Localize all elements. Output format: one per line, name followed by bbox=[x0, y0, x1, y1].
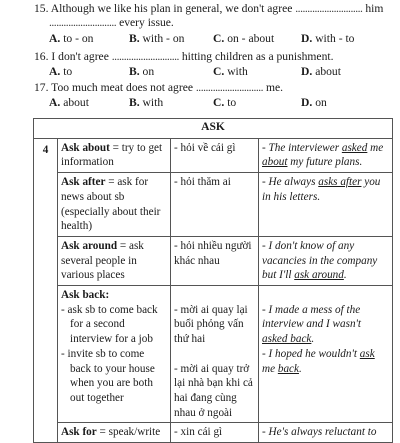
question-16 bbox=[34, 49, 334, 64]
table-row bbox=[34, 173, 393, 237]
q15-option-c[interactable]: C. on - about bbox=[213, 32, 275, 45]
q16-text-post: hitting children as a punishment. bbox=[181, 50, 334, 63]
table-row bbox=[34, 236, 393, 285]
q17-option-a[interactable]: A. about bbox=[49, 96, 89, 109]
q17-text-pre: 17. Too much meat does not agree bbox=[34, 81, 193, 94]
example-cell: - He always asks after you in his letters. bbox=[259, 173, 393, 237]
meaning-cell: - hỏi thăm ai bbox=[171, 173, 259, 237]
section-number: 4 bbox=[34, 138, 58, 442]
table-row bbox=[34, 286, 393, 423]
phrase-cell: Ask for = speak/write bbox=[58, 423, 171, 443]
q17-option-c[interactable]: C. to bbox=[213, 96, 237, 109]
meaning-cell: - hỏi nhiều người khác nhau bbox=[171, 236, 259, 285]
example-cell: - The interviewer asked me about my future plans. bbox=[259, 138, 393, 172]
sub-example: - I hoped he wouldn't ask me back. bbox=[262, 347, 375, 375]
phrase-heading: Ask back: bbox=[61, 289, 110, 302]
q17-blank: ............................ bbox=[195, 81, 264, 94]
example-cell: - He's always reluctant to bbox=[259, 423, 393, 443]
q15-line1-post: him bbox=[365, 2, 384, 15]
phrase-cell: Ask about = try to get information bbox=[58, 138, 171, 172]
q17-option-d[interactable]: D. on bbox=[301, 96, 327, 109]
q15-blank-2: ............................ bbox=[49, 16, 117, 29]
table-row bbox=[34, 423, 393, 443]
question-15 bbox=[34, 1, 394, 16]
q17-text-post: me. bbox=[265, 81, 284, 94]
q15-option-a[interactable]: A. to - on bbox=[49, 32, 94, 45]
meaning-cell bbox=[171, 286, 259, 423]
phrasal-verb-table bbox=[33, 118, 393, 443]
phrase-cell bbox=[58, 286, 171, 423]
q16-option-d[interactable]: D. about bbox=[301, 65, 341, 78]
phrase-cell: Ask around = ask several people in various places bbox=[58, 236, 171, 285]
q16-option-c[interactable]: C. with bbox=[213, 65, 248, 78]
q15-line1-text: 15. Although we like his plan in general, we don't agree bbox=[34, 2, 293, 15]
table-header: ASK bbox=[34, 119, 393, 139]
sub-definition: - invite sb to come back to your house when you are both out together bbox=[61, 347, 155, 404]
sub-definition: - ask sb to come back for a second interview for a job bbox=[61, 303, 158, 346]
table-row bbox=[34, 138, 393, 172]
q16-option-a[interactable]: A. to bbox=[49, 65, 73, 78]
question-17 bbox=[34, 80, 283, 95]
example-cell: - I don't know of any vacancies in the company but I'll ask around. bbox=[259, 236, 393, 285]
question-15-line2 bbox=[49, 15, 174, 30]
q17-option-b[interactable]: B. with bbox=[129, 96, 164, 109]
example-cell bbox=[259, 286, 393, 423]
q16-text-pre: 16. I don't agree bbox=[34, 50, 109, 63]
q15-line2-post: every issue. bbox=[119, 16, 174, 29]
q15-option-b[interactable]: B. with - on bbox=[129, 32, 185, 45]
meaning-cell: - xin cái gì bbox=[171, 423, 259, 443]
q16-blank: ............................ bbox=[111, 50, 179, 63]
q15-blank-1: ............................ bbox=[295, 2, 363, 15]
q16-option-b[interactable]: B. on bbox=[129, 65, 155, 78]
sub-example: - I made a mess of the interview and I wasn't asked back. bbox=[262, 303, 362, 346]
sub-meaning: - mời ai quay lại buổi phỏng vấn thứ hai bbox=[174, 303, 248, 346]
meaning-cell: - hỏi về cái gì bbox=[171, 138, 259, 172]
sub-meaning: - mời ai quay trở lại nhà bạn khi cả hai đang cùng nhau ở ngoài bbox=[174, 362, 253, 419]
q15-option-d[interactable]: D. with - to bbox=[301, 32, 355, 45]
phrase-cell: Ask after = ask for news about sb (especially about their health) bbox=[58, 173, 171, 237]
